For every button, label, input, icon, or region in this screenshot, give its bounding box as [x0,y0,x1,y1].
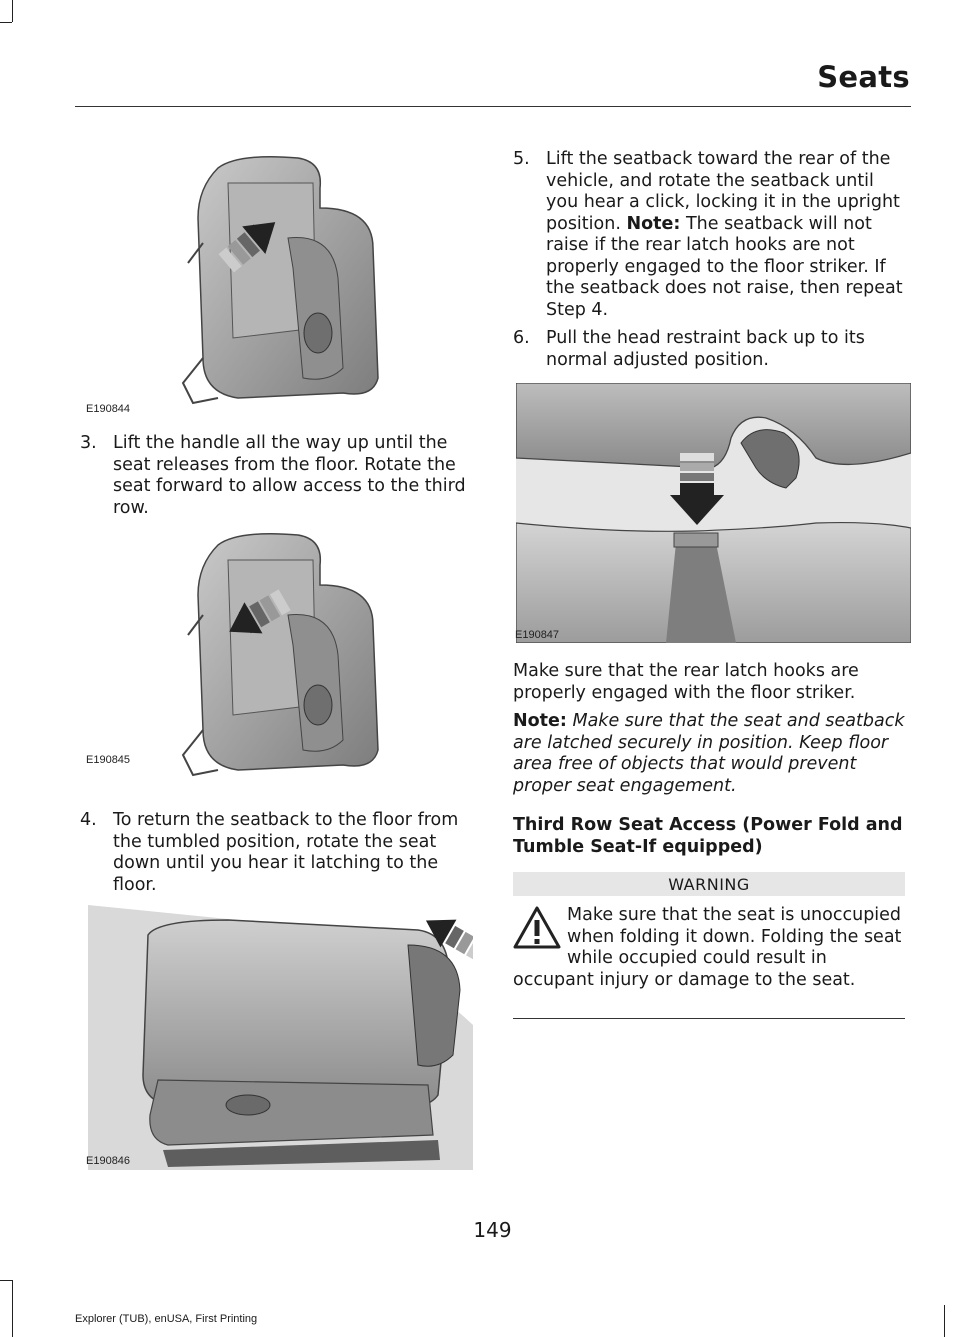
figure-e190846 [88,905,473,1170]
note-label: Note: [626,213,681,234]
section-heading: Third Row Seat Access (Power Fold and Tumble Seat-If equipped) [513,815,903,857]
figure-id-label: E190845 [86,754,131,766]
warning-divider [513,1018,905,1019]
figure-id-label: E190844 [86,403,131,415]
latch-paragraph: Make sure that the rear latch hooks are properly engaged with the floor striker. [513,661,859,703]
step-number: 4. [80,810,97,830]
step-text: Lift the seatback toward the rear of the vehicle, and rotate the seatback until you hear a click, locking it in the upright position. [546,149,900,234]
step-5 [513,149,908,321]
warning-body: Make sure that the seat is unoccupied when folding it down. Folding the seat while occupied could result in occupant injury or damage to the seat. [513,905,902,990]
seat-folded-illustration [88,905,473,1170]
step-number: 3. [80,433,97,453]
step-4 [80,810,480,896]
crop-mark [0,22,12,23]
step-3 [80,433,480,519]
note-label: Note: [513,711,567,731]
page-number: 149 [473,1218,512,1242]
step-text: Pull the head restraint back up to its normal adjusted position. [546,328,865,370]
header-divider [75,106,911,107]
note-text: The seatback will not raise if the rear latch hooks are not properly engaged to the floor striker. If the seatback does not raise, then repeat Step 4. [546,213,903,320]
warning-text [513,905,908,991]
head-restraint-illustration [516,383,911,643]
step-number: 5. [513,149,530,169]
seat-forward-illustration [88,525,473,787]
page-title: Seats [817,60,910,94]
warning-header [513,872,905,896]
crop-mark [0,1280,12,1281]
figure-e190844 [88,148,473,416]
crop-mark [12,0,13,22]
step-text: To return the seatback to the floor from the tumbled position, rotate the seat down until you hear it latching to the floor. [113,810,459,895]
crop-mark [944,1305,945,1337]
note-paragraph [513,711,908,797]
crop-mark [12,1280,13,1337]
step-number: 6. [513,328,530,348]
figure-e190847 [516,383,911,643]
figure-id-label: E190846 [86,1155,131,1167]
step-text: Lift the handle all the way up until the seat releases from the floor. Rotate the seat forward to allow access to the third row. [113,433,466,518]
figure-e190845 [88,525,473,787]
seat-upright-illustration [88,148,473,416]
step-6 [513,328,908,371]
note-text: Make sure that the seat and seatback are latched securely in position. Keep floor area free of objects that would prevent proper seat engagement. [513,711,905,796]
footer-doc-info: Explorer (TUB), enUSA, First Printing [75,1313,258,1325]
figure-id-label: E190847 [515,629,560,641]
warning-title: WARNING [668,874,750,894]
